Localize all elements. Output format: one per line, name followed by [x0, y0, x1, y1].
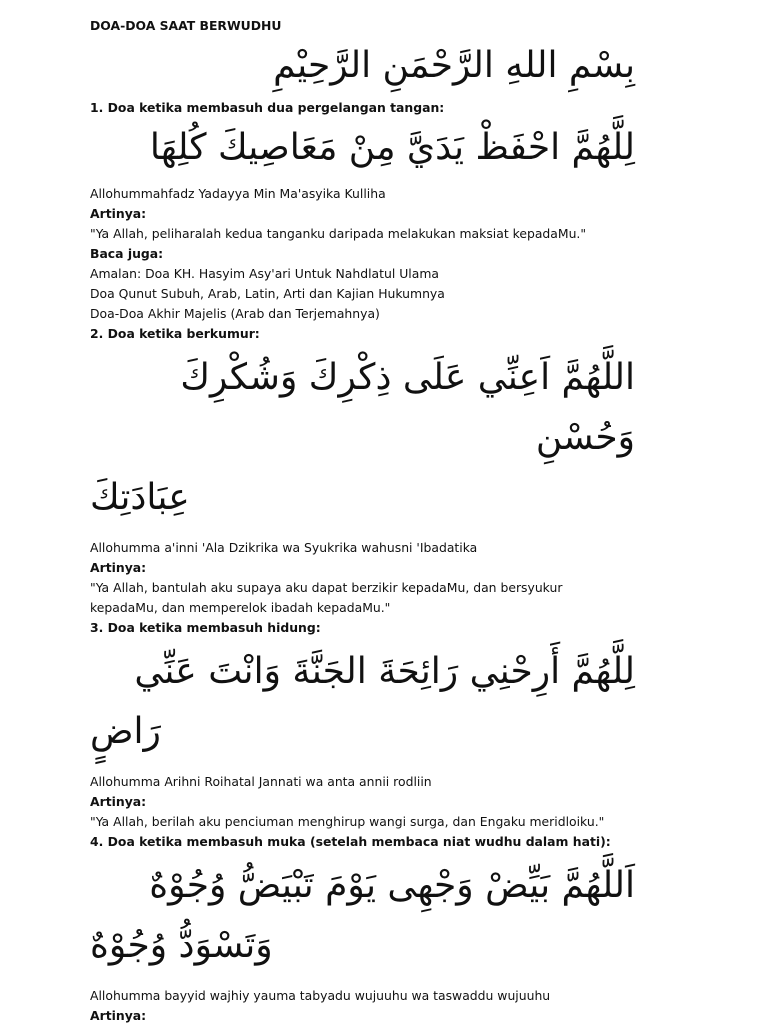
section-4-arabic-line-2: وَتَسْوَدُّ وُجُوْهٌ: [90, 925, 273, 966]
section-4-arabic-line-1: اَللَّهُمَّ بَيِّضْ وَجْهِى يَوْمَ تَبْيَضُّ وُجُوْهٌ: [149, 865, 635, 906]
basmalah-arabic: بِسْمِ اللهِ الرَّحْمَنِ الرَّحِيْمِ: [273, 45, 635, 86]
section-1-arabic: لِلَّهُمَّ احْفَظْ يَدَيَّ مِنْ مَعَاصِيكَ كُلِهَا: [149, 127, 635, 168]
section-3-meaning: "Ya Allah, berilah aku penciuman menghirup wangi surga, dan Engaku meridloiku.": [90, 814, 605, 829]
section-4-heading: 4. Doa ketika membasuh muka (setelah membaca niat wudhu dalam hati):: [90, 834, 611, 849]
section-2-arabic-line-1: اللَّهُمَّ اَعِنِّي عَلَى ذِكْرِكَ وَشُكْرِكَ وَحُسْنِ: [180, 357, 635, 458]
section-4-latin: Allohumma bayyid wajhiy yauma tabyadu wujuuhu wa taswaddu wujuuhu: [90, 988, 551, 1003]
section-2-arabic-line-2: عِبَادَتِكَ: [90, 477, 190, 518]
section-2-meaning: "Ya Allah, bantulah aku supaya aku dapat berzikir kepadaMu, dan bersyukur kepadaMu, dan memperelok ibadah kepadaMu.": [90, 580, 563, 615]
page-title: DOA-DOA SAAT BERWUDHU: [90, 18, 282, 33]
section-3-artinya-label: Artinya:: [90, 794, 147, 809]
section-2-heading: 2. Doa ketika berkumur:: [90, 326, 260, 341]
baca-juga-link-2[interactable]: Doa Qunut Subuh, Arab, Latin, Arti dan Kajian Hukumnya: [90, 286, 445, 301]
section-2-latin: Allohumma a'inni 'Ala Dzikrika wa Syukrika wahusni 'Ibadatika: [90, 540, 478, 555]
section-3-heading: 3. Doa ketika membasuh hidung:: [90, 620, 321, 635]
section-2-artinya-label: Artinya:: [90, 560, 147, 575]
section-1-meaning: "Ya Allah, peliharalah kedua tanganku daripada melakukan maksiat kepadaMu.": [90, 226, 587, 241]
section-1-artinya-label: Artinya:: [90, 206, 147, 221]
section-3-latin: Allohumma Arihni Roihatal Jannati wa anta annii rodliin: [90, 774, 432, 789]
baca-juga-label: Baca juga:: [90, 246, 164, 261]
section-3-arabic-line-1: لِلَّهُمَّ أَرِحْنِي رَائِحَةَ الجَنَّةَ وَانْتَ عَنِّي: [134, 651, 635, 692]
section-1-latin: Allohummahfadz Yadayya Min Ma'asyika Kulliha: [90, 186, 386, 201]
section-4-artinya-label: Artinya:: [90, 1008, 147, 1023]
section-3-arabic-line-2: رَاضٍ: [90, 711, 161, 752]
section-1-heading: 1. Doa ketika membasuh dua pergelangan tangan:: [90, 100, 445, 115]
baca-juga-link-1[interactable]: Amalan: Doa KH. Hasyim Asy'ari Untuk Nahdlatul Ulama: [90, 266, 440, 281]
baca-juga-link-3[interactable]: Doa-Doa Akhir Majelis (Arab dan Terjemahnya): [90, 306, 380, 321]
document-page: [90, 18, 650, 1026]
